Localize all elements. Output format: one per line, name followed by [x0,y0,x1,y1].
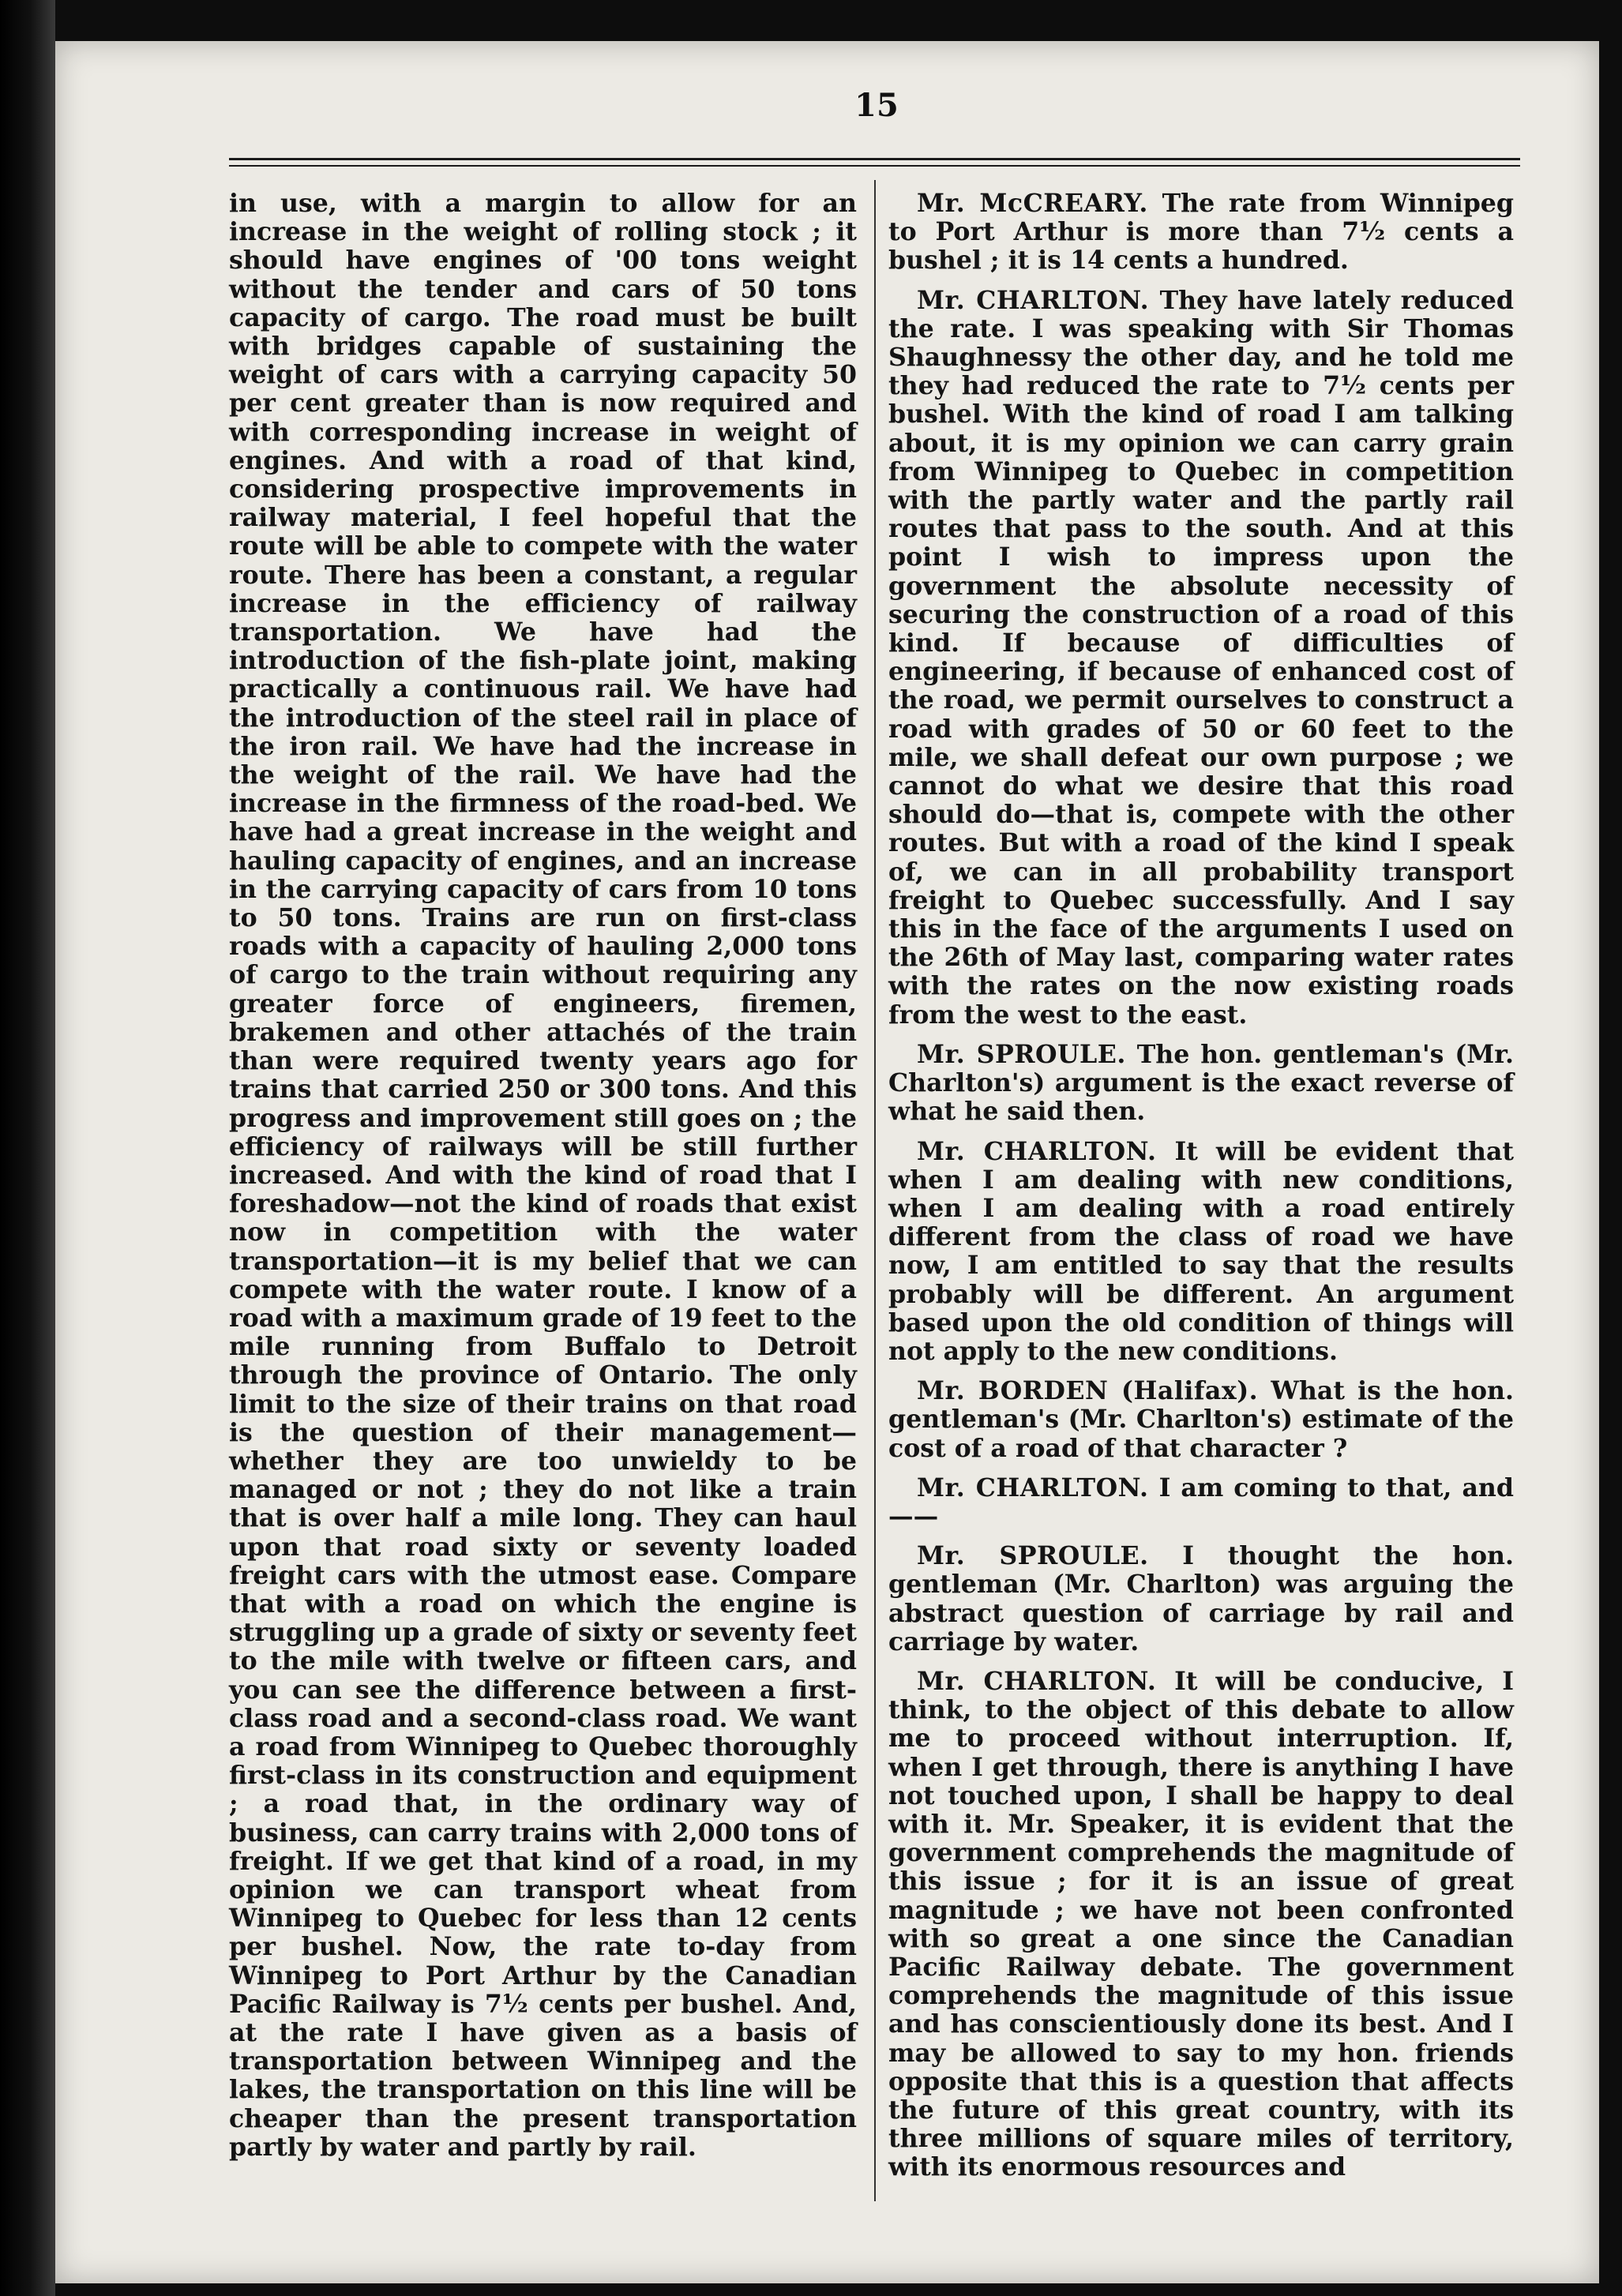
speech-text: The rate from Winnipeg to Port Arthur is more than 7½ cents a bushel ; it is 14 cents a hundred. [888,189,1514,276]
speech-text: What is the hon. gentleman's (Mr. Charlton's) estimate of the cost of a road of that character ? [888,1376,1515,1463]
header-rule-secondary [229,165,1520,167]
binding-gutter [0,0,55,2296]
speaker-name: Mr. SPROULE. [917,1541,1149,1571]
speech-text: I thought the hon. gentleman (Mr. Charlton) was arguing the abstract question of carriage by rail and carriage by water. [888,1541,1514,1656]
speaker-name: Mr. McCREARY. [917,189,1148,218]
speech-text: They have lately reduced the rate. I was speaking with Sir Thomas Shaughnessy the other day, and he told me they had reduced the rate to 7½ cents per bushel. With the kind of road I am talking about, it is my opinion we can carry grain from Winnipeg to Quebec in competition with the partly water and the partly rail routes that pass to the south. And at this point I wish to impress upon the government the absolute necessity of securing the construction of a road of this kind. If because of difficulties of engineering, if because of enhanced cost of the road, we permit ourselves to construct a road with grades of 50 or 60 feet to the mile, we shall defeat our own purpose ; we cannot do what we desire that this road should do—that is, compete with the other routes. But with a road of the kind I speak of, we can in all probability transport freight to Quebec successfully. And I say this in the face of the arguments I used on the 26th of May last, comparing water rates with the rates on the now existing roads from the west to the east. [888,285,1514,1030]
paragraph [888,189,1514,276]
page-number: 15 [854,87,899,124]
speaker-name: Mr. CHARLTON. [917,1666,1157,1696]
speaker-name: Mr. CHARLTON. [917,285,1150,315]
speech-text: The hon. gentleman's (Mr. Charlton's) argument is the exact reverse of what he said then. [888,1039,1515,1127]
speech-text: It will be evident that when I am dealing with new conditions, when I am dealing with a road entirely different from the class of road we have now, I am entitled to say that the results probably will be different. An argument based upon the old condition of things will not apply to the new conditions. [888,1136,1515,1366]
left-column [229,189,857,2173]
paragraph [888,1668,1514,2182]
column-divider [874,180,876,2201]
right-column [888,189,1514,2193]
paragraph: in use, with a margin to allow for an increase in the weight of rolling stock ; it should have engines of '00 tons weight without the tender and cars of 50 tons capacity of cargo. The road must be built with bridges capable of sustaining the weight of cars with a carrying capacity 50 per cent greater than is now required and with corresponding increase in weight of engines. And with a road of that kind, considering prospective improvements in railway material, I feel hopeful that the route will be able to compete with the water route. There has been a constant, a regular increase in the efficiency of railway transportation. We have had the introduction of the fish-plate joint, making practically a continuous rail. We have had the introduction of the steel rail in place of the iron rail. We have had the increase in the weight of the rail. We have had the increase in the firmness of the road-bed. We have had a great increase in the weight and hauling capacity of engines, and an increase in the carrying capacity of cars from 10 tons to 50 tons. Trains are run on first-class roads with a capacity of hauling 2,000 tons of cargo to the train without requiring any greater force of engineers, firemen, brakemen and other attachés of the train than were required twenty years ago for trains that carried 250 or 300 tons. And this progress and improvement still goes on ; the efficiency of railways will be still further increased. And with the kind of road that I foreshadow—not the kind of roads that exist now in competition with the water transportation—it is my belief that we can compete with the water route. I know of a road with a maximum grade of 19 feet to the mile running from Buffalo to Detroit through the province of Ontario. The only limit to the size of their trains on that road is the question of their management—whether they are too unwieldy to be managed or not ; they do not like a train that is over half a mile long. They can haul upon that road sixty or seventy loaded freight cars with the utmost ease. Compare that with a road on which the engine is struggling up a grade of sixty or seventy feet to the mile with twelve or fifteen cars, and you can see the difference between a first-class road and a second-class road. We want a road from Winnipeg to Quebec thoroughly first-class in its construction and equipment ; a road that, in the ordinary way of business, can carry trains with 2,000 tons of freight. If we get that kind of a road, in my opinion we can transport wheat from Winnipeg to Quebec for less than 12 cents per bushel. Now, the rate to-day from Winnipeg to Port Arthur by the Canadian Pacific Railway is 7½ cents per bushel. And, at the rate I have given as a basis of transportation between Winnipeg and the lakes, the transportation on this line will be cheaper than the present transportation partly by water and partly by rail. [229,189,857,2162]
speech-text: It will be conducive, I think, to the object of this debate to allow me to proceed without interruption. If, when I get through, there is anything I have not touched upon, I shall be happy to deal with it. Mr. Speaker, it is evident that the government comprehends the magnitude of this issue ; for it is an issue of great magnitude ; we have not been confronted with so great a one since the Canadian Pacific Railway debate. The government comprehends the magnitude of this issue and has conscientiously done its best. And I may be allowed to say to my hon. friends opposite that this is a question that affects the future of this great country, with its three millions of square miles of territory, with its enormous resources and [888,1666,1514,2182]
speaker-name: Mr. CHARLTON. [917,1136,1157,1166]
paragraph [888,1542,1514,1656]
speaker-name: Mr. SPROULE. [917,1039,1126,1069]
paragraph [888,1138,1514,1367]
paragraph [888,287,1514,1030]
speaker-name: Mr. BORDEN (Halifax). [917,1376,1259,1406]
paragraph [888,1377,1514,1463]
paragraph [888,1041,1514,1127]
speaker-name: Mr. CHARLTON. [917,1473,1149,1503]
header-rule [229,158,1520,160]
speech-text: I am coming to that, and—— [888,1473,1514,1531]
paragraph [888,1474,1514,1531]
